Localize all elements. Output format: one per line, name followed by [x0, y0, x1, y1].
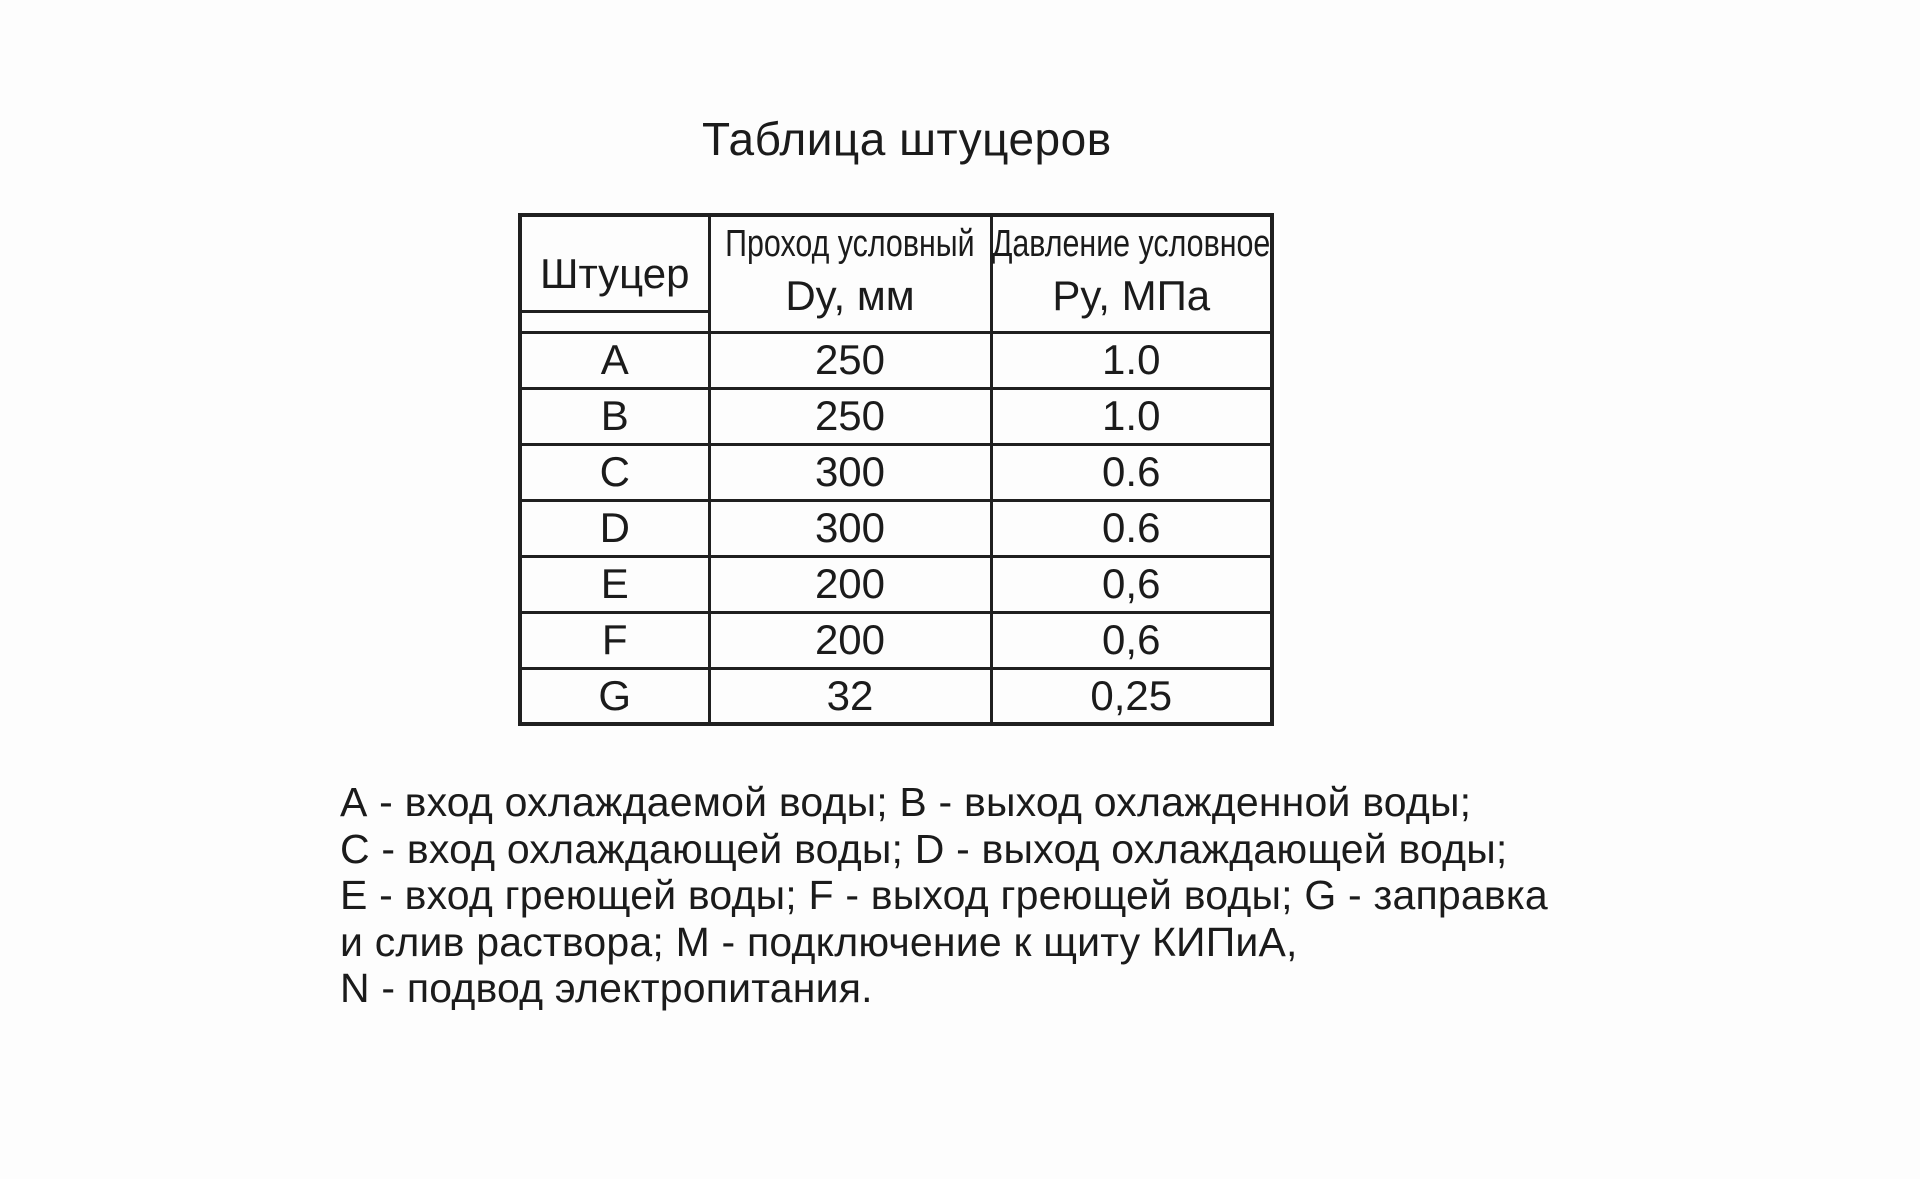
column-header-nominal-bore — [709, 215, 991, 332]
fittings-table-body — [520, 332, 1272, 724]
column-header-fitting — [520, 215, 709, 332]
table-row — [520, 332, 1272, 388]
cell-fitting: A — [520, 332, 709, 388]
table-row — [520, 668, 1272, 724]
cell-fitting: F — [520, 612, 709, 668]
cell-dy: 300 — [709, 500, 991, 556]
legend-line: N - подвод электропитания. — [340, 965, 873, 1011]
cell-fitting: G — [520, 668, 709, 724]
cell-dy: 250 — [709, 388, 991, 444]
fittings-table — [518, 213, 1274, 726]
cell-py: 1.0 — [991, 388, 1272, 444]
legend-line: и слив раствора; М - подключение к щиту КИПиА, — [340, 918, 1298, 965]
cell-fitting: C — [520, 444, 709, 500]
cell-py: 0.6 — [991, 444, 1272, 500]
cell-dy: 32 — [709, 668, 991, 724]
cell-dy: 200 — [709, 612, 991, 668]
cell-dy: 250 — [709, 332, 991, 388]
table-row — [520, 388, 1272, 444]
cell-py: 1.0 — [991, 332, 1272, 388]
column-header-fitting-label: Штуцер — [539, 249, 690, 297]
table-row — [520, 556, 1272, 612]
cell-py: 0,25 — [991, 668, 1272, 724]
cell-py: 0,6 — [991, 612, 1272, 668]
table-row — [520, 444, 1272, 500]
column-header-nominal-pressure-stack — [993, 218, 1271, 329]
legend-line: Е - вход греющей воды; F - выход греющей воды; G - заправка — [340, 872, 1548, 918]
cell-dy: 300 — [709, 444, 991, 500]
cell-py: 0,6 — [991, 556, 1272, 612]
column-header-nominal-bore-stack — [711, 218, 990, 329]
fittings-table-header — [520, 215, 1272, 332]
cell-py: 0.6 — [991, 500, 1272, 556]
cell-fitting: B — [520, 388, 709, 444]
cell-dy: 200 — [709, 556, 991, 612]
column-header-nominal-bore-units: Dy, мм — [785, 272, 915, 320]
column-header-nominal-bore-label: Проход условный — [725, 223, 975, 266]
table-row — [520, 500, 1272, 556]
legend-line: С - вход охлаждающей воды; D - выход охлаждающей воды; — [340, 825, 1508, 872]
column-header-nominal-pressure — [991, 215, 1272, 332]
cell-fitting: E — [520, 556, 709, 612]
column-header-nominal-pressure-units: Py, МПа — [1052, 272, 1211, 320]
header-row — [520, 215, 1272, 332]
fittings-legend — [340, 779, 1548, 1012]
column-header-nominal-pressure-label: Давление условное — [991, 223, 1271, 266]
legend-line: А - вход охлаждаемой воды; В - выход охлажденной воды; — [340, 779, 1472, 825]
table-row — [520, 612, 1272, 668]
cell-fitting: D — [520, 500, 709, 556]
page-title: Таблица штуцеров — [702, 113, 1112, 165]
